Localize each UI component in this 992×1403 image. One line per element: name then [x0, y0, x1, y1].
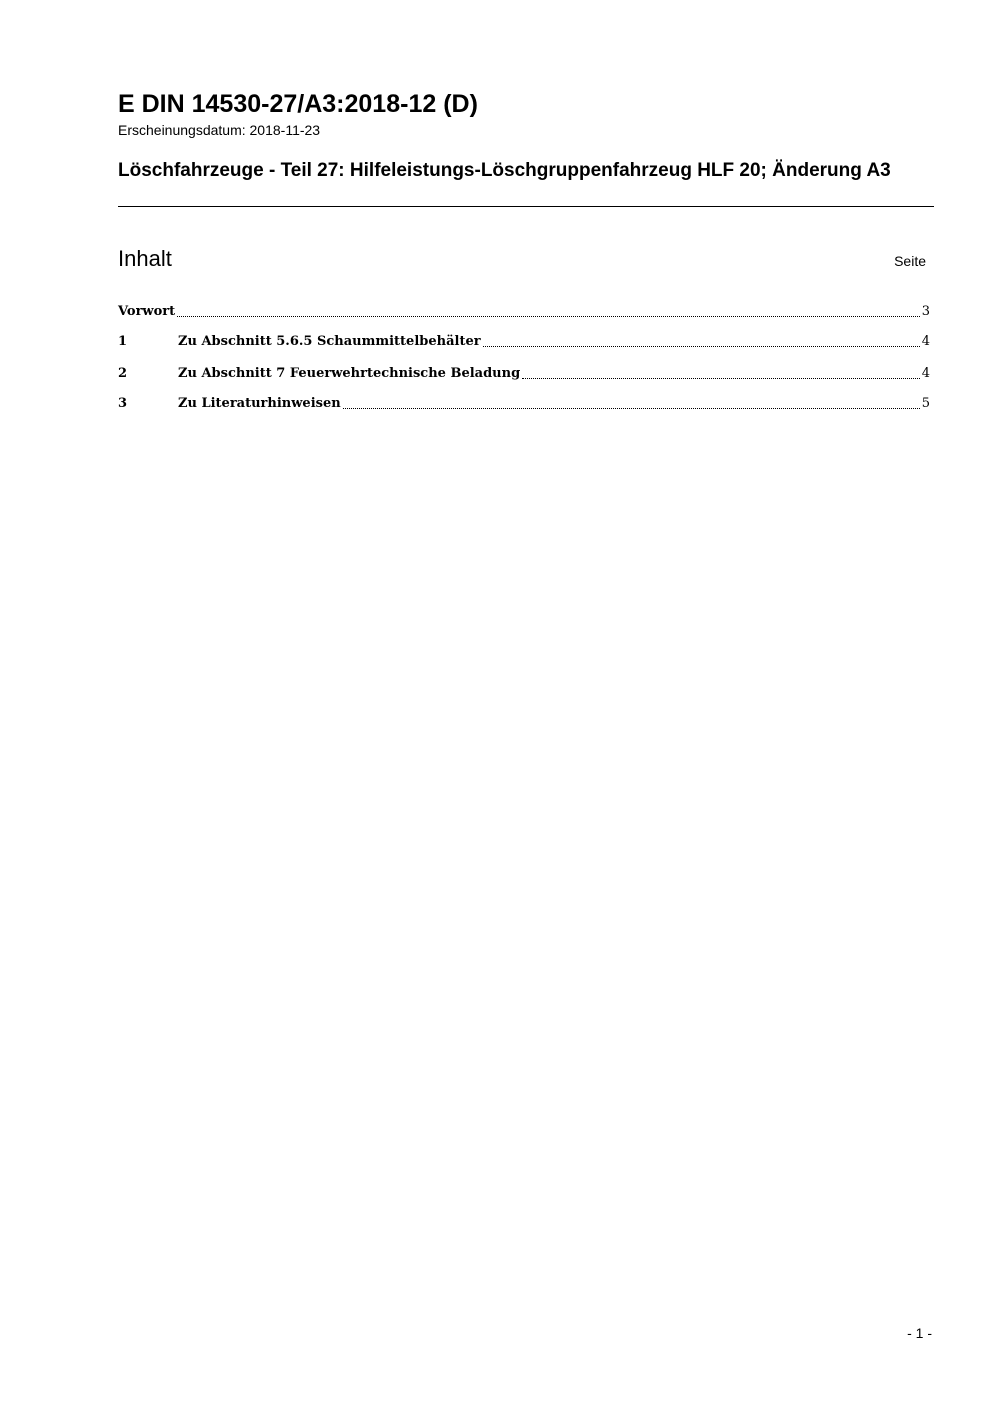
toc-entry-page: 3 — [921, 304, 930, 319]
page-number: - 1 - — [907, 1325, 932, 1341]
title-divider — [118, 206, 934, 207]
toc-entry-vorwort[interactable] — [118, 302, 930, 322]
toc-entry-number: 1 — [118, 334, 128, 349]
toc-heading: Inhalt — [118, 246, 172, 271]
toc-entry-3[interactable] — [118, 394, 930, 414]
document-id: E DIN 14530-27/A3:2018-12 (D) — [118, 90, 478, 118]
toc-entry-label: Zu Abschnitt 5.6.5 Schaummittelbehälter — [178, 334, 481, 349]
publication-date: Erscheinungsdatum: 2018-11-23 — [118, 122, 321, 138]
toc-entry-1[interactable] — [118, 332, 930, 352]
toc-entry-number: 2 — [118, 366, 128, 381]
toc-dot-leader — [177, 315, 920, 317]
toc-dot-leader — [343, 407, 920, 409]
toc-entry-number: 3 — [118, 396, 128, 411]
toc-entry-label: Zu Abschnitt 7 Feuerwehrtechnische Beladung — [178, 366, 521, 381]
toc-entry-2[interactable] — [118, 364, 930, 384]
toc-dot-leader — [522, 377, 920, 379]
toc-entry-page: 4 — [921, 366, 930, 381]
document-title: Löschfahrzeuge - Teil 27: Hilfeleistungs-Löschgruppenfahrzeug HLF 20; Änderung A3 — [118, 160, 891, 181]
toc-page-column-label: Seite — [894, 253, 926, 269]
toc-entry-page: 4 — [921, 334, 930, 349]
toc-entry-label: Vorwort — [118, 304, 176, 319]
toc-entry-label: Zu Literaturhinweisen — [178, 396, 341, 411]
toc-entry-page: 5 — [921, 396, 930, 411]
toc-dot-leader — [483, 345, 920, 347]
